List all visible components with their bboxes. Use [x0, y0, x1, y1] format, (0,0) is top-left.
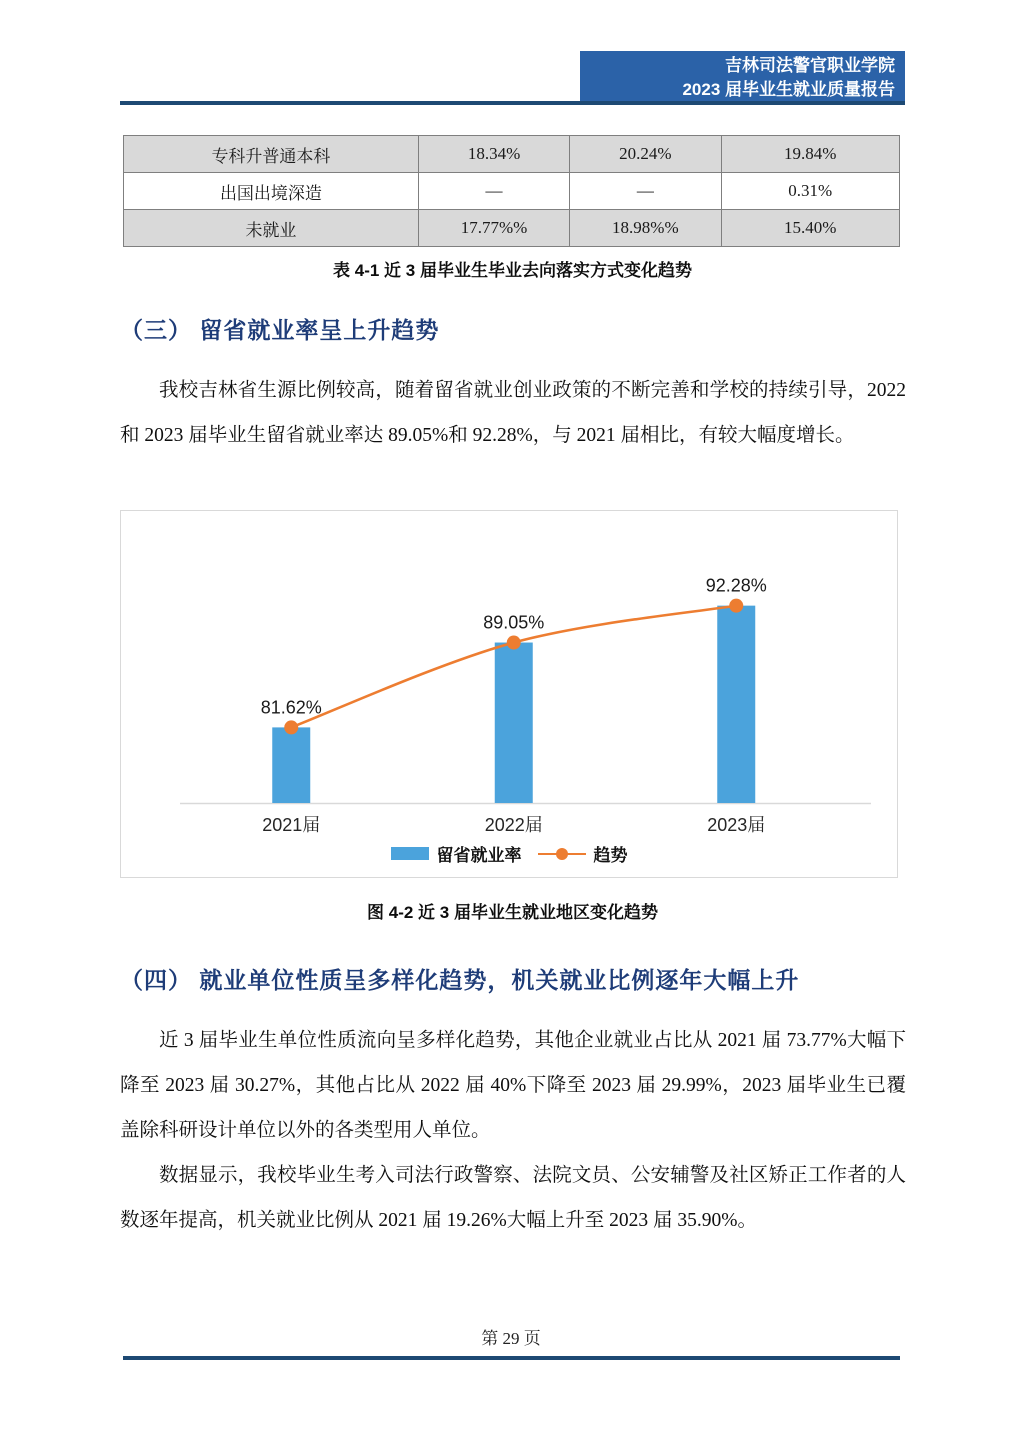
table-caption: 表 4-1 近 3 届毕业生毕业去向落实方式变化趋势 — [333, 261, 692, 280]
category-label: 2023届 — [707, 815, 766, 835]
legend-bar-label: 留省就业率 — [436, 846, 522, 865]
section-4-paragraph-1: 近 3 届毕业生单位性质流向呈多样化趋势，其他企业就业占比从 2021 届 73.77%大幅下降至 2023 届 30.27%，其他占比从 2022 届 40%下降至 2023 届 29.99%，2023 届毕业生已覆盖除科研设计单位以外的各类型用人单位。 — [120, 1030, 906, 1141]
bar-series-swatch-icon — [391, 847, 429, 860]
value-label: 89.05% — [483, 612, 545, 633]
category-label: 2021届 — [262, 815, 321, 835]
chart-legend — [121, 841, 897, 866]
bar-2022届 — [495, 643, 533, 803]
header-rule — [120, 101, 905, 105]
value-cell: 18.98%% — [570, 210, 721, 247]
table-row — [124, 210, 900, 247]
trend-marker-2022届 — [507, 636, 521, 650]
footer-rule — [123, 1356, 900, 1360]
table-row — [124, 173, 900, 210]
value-cell: 0.31% — [721, 173, 900, 210]
trend-marker-2021届 — [284, 720, 298, 734]
line-series-swatch-icon — [538, 847, 586, 861]
chart-container — [120, 510, 898, 878]
bar-2023届 — [717, 606, 755, 803]
legend-item-bar — [391, 841, 522, 866]
header-school-name: 吉林司法警官职业学院 — [725, 56, 895, 75]
trend-marker-2023届 — [729, 599, 743, 613]
value-label: 81.62% — [260, 697, 322, 718]
row-label-cell: 未就业 — [124, 210, 419, 247]
value-cell: 17.77%% — [418, 210, 569, 247]
header-banner — [580, 51, 905, 104]
header-report-title: 2023 届毕业生就业质量报告 — [682, 80, 895, 99]
legend-item-line — [538, 841, 628, 866]
value-label: 92.28% — [705, 575, 767, 596]
value-cell: — — [570, 173, 721, 210]
page-number: 第 29 页 — [481, 1329, 541, 1348]
section-3-paragraph: 我校吉林省生源比例较高，随着留省就业创业政策的不断完善和学校的持续引导，2022 和 2023 届毕业生留省就业率达 89.05%和 92.28%，与 2021 届相比，有较大幅度增长。 — [120, 380, 906, 446]
row-label-cell: 出国出境深造 — [124, 173, 419, 210]
table-row — [124, 136, 900, 173]
value-cell: — — [418, 173, 569, 210]
section-3-heading: （三） 留省就业率呈上升趋势 — [120, 317, 440, 343]
employment-rate-chart — [121, 511, 897, 877]
value-cell: 15.40% — [721, 210, 900, 247]
section-4-paragraph-2: 数据显示，我校毕业生考入司法行政警察、法院文员、公安辅警及社区矫正工作者的人数逐年提高，机关就业比例从 2021 届 19.26%大幅上升至 2023 届 35.90%。 — [120, 1165, 906, 1231]
value-cell: 18.34% — [418, 136, 569, 173]
graduation-destination-table — [123, 135, 900, 247]
category-label: 2022届 — [484, 815, 543, 835]
bar-2021届 — [272, 727, 310, 803]
figure-caption: 图 4-2 近 3 届毕业生就业地区变化趋势 — [367, 903, 658, 922]
section-4-heading: （四） 就业单位性质呈多样化趋势，机关就业比例逐年大幅上升 — [120, 967, 800, 993]
row-label-cell: 专科升普通本科 — [124, 136, 419, 173]
value-cell: 20.24% — [570, 136, 721, 173]
value-cell: 19.84% — [721, 136, 900, 173]
legend-line-label: 趋势 — [593, 846, 628, 865]
